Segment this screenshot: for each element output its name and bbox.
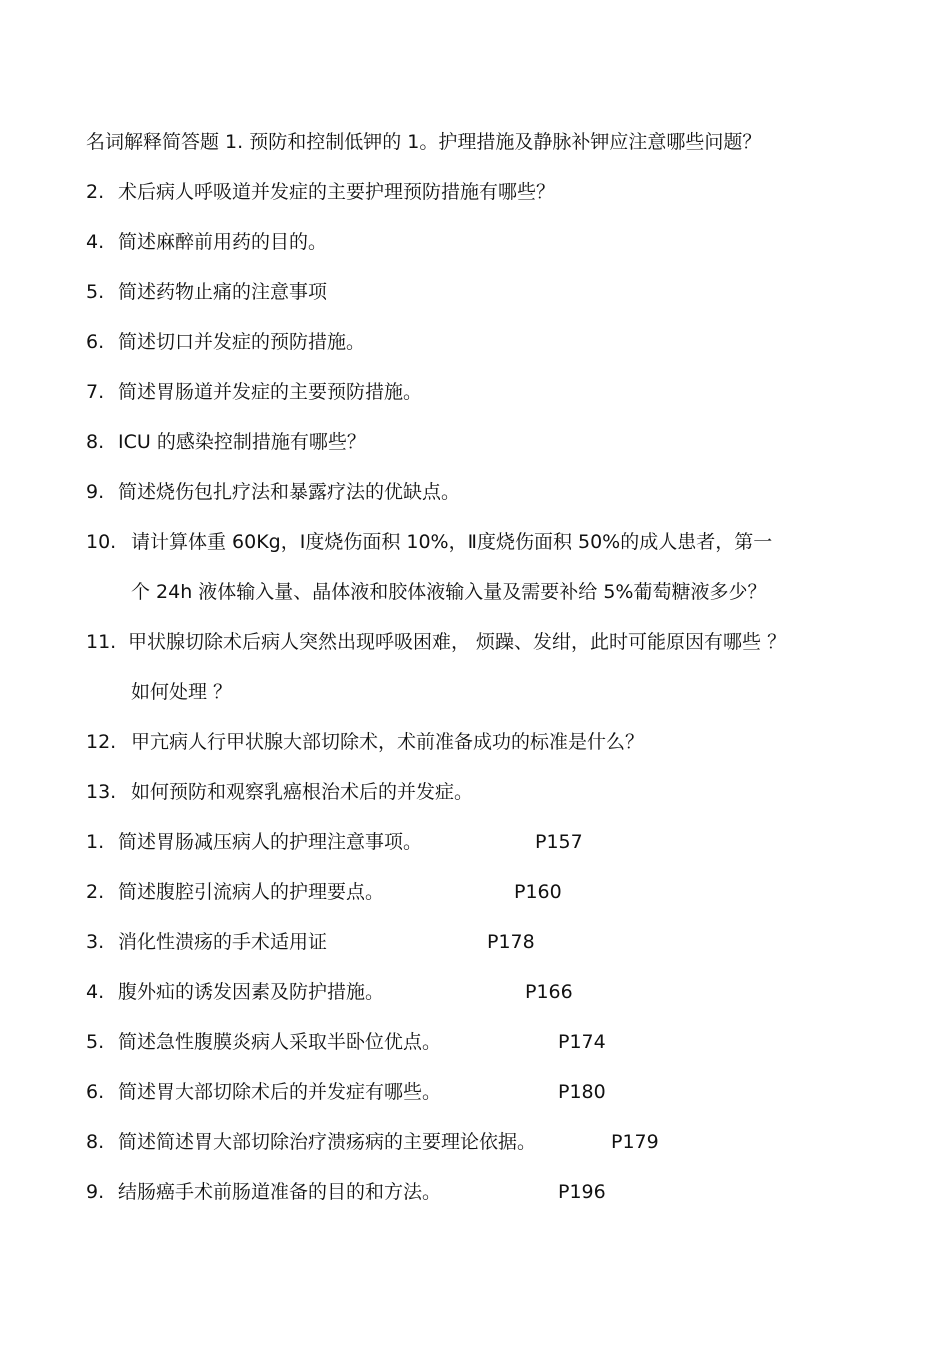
list-item [86,1180,441,1204]
item-text: 简述急性腹膜炎病人采取半卧位优点。 [118,1031,442,1053]
item-number: 5. [86,1031,105,1053]
item-number: 7. [86,381,105,403]
list-item-continuation: 个 24h 液体输入量、晶体液和胶体液输入量及需要补给 5%葡萄糖液多少？ [131,581,767,603]
item-text: 腹外疝的诱发因素及防护措施。 [118,981,385,1003]
list-item [86,430,366,454]
item-text: 简述胃肠道并发症的主要预防措施。 [118,381,423,403]
page-reference: P174 [558,1031,606,1053]
item-number: 13. [86,781,117,803]
list-item [86,980,384,1004]
list-item [86,780,473,804]
item-number: 10. [86,531,117,553]
item-number: 2. [86,181,105,203]
item-text: 简述切口并发症的预防措施。 [118,331,366,353]
list-item [86,630,786,654]
page-reference: P196 [558,1181,606,1203]
item-text: 简述烧伤包扎疗法和暴露疗法的优缺点。 [118,481,461,503]
list-item [86,480,460,504]
item-number: 3. [86,931,105,953]
item-number: 12. [86,731,117,753]
list-item [86,380,422,404]
item-text: 简述腹腔引流病人的护理要点。 [118,881,385,903]
list-item [86,730,644,754]
list-item [86,1080,441,1104]
list-item [86,230,327,254]
item-text: 请计算体重 60Kg，Ⅰ度烧伤面积 10%，Ⅱ度烧伤面积 50%的成人患者，第一 [131,531,773,553]
item-number: 8. [86,431,105,453]
page-reference: P160 [514,881,562,903]
header-line: 名词解释简答题 1. 预防和控制低钾的 1。护理措施及静脉补钾应注意哪些问题？ [86,131,762,153]
page-reference: P166 [525,981,573,1003]
item-number: 4. [86,231,105,253]
item-text: 结肠癌手术前肠道准备的目的和方法。 [118,1181,442,1203]
list-item [86,330,365,354]
item-text: 简述简述胃大部切除治疗溃疡病的主要理论依据。 [118,1131,537,1153]
item-number: 8. [86,1131,105,1153]
list-item [86,1030,441,1054]
item-text: 甲亢病人行甲状腺大部切除术，术前准备成功的标准是什么？ [131,731,645,753]
item-number: 4. [86,981,105,1003]
item-number: 2. [86,881,105,903]
page-reference: P179 [611,1131,659,1153]
item-text: 简述胃大部切除术后的并发症有哪些。 [118,1081,442,1103]
item-text: 甲状腺切除术后病人突然出现呼吸困难， 烦躁、发绀，此时可能原因有哪些 ？ [128,631,787,653]
item-text: 简述药物止痛的注意事项 [118,281,328,303]
item-text: 简述麻醉前用药的目的。 [118,231,328,253]
item-number: 11. [86,631,117,653]
item-number: 9. [86,481,105,503]
item-text: 简述胃肠减压病人的护理注意事项。 [118,831,423,853]
list-item [86,1130,536,1154]
list-item [86,930,327,954]
page-reference: P178 [487,931,535,953]
item-text: 消化性溃疡的手术适用证 [118,931,328,953]
item-text: 如何预防和观察乳癌根治术后的并发症。 [131,781,474,803]
list-item [86,880,384,904]
item-number: 9. [86,1181,105,1203]
item-number: 5. [86,281,105,303]
list-item [86,830,422,854]
item-text: 术后病人呼吸道并发症的主要护理预防措施有哪些？ [118,181,556,203]
page-reference: P180 [558,1081,606,1103]
item-number: 6. [86,331,105,353]
item-number: 1. [86,831,105,853]
item-number: 6. [86,1081,105,1103]
page-reference: P157 [535,831,583,853]
item-text: ICU 的感染控制措施有哪些？ [118,431,366,453]
list-item [86,180,555,204]
list-item [86,530,772,554]
list-item [86,280,327,304]
list-item-continuation: 如何处理 ？ [131,681,233,703]
